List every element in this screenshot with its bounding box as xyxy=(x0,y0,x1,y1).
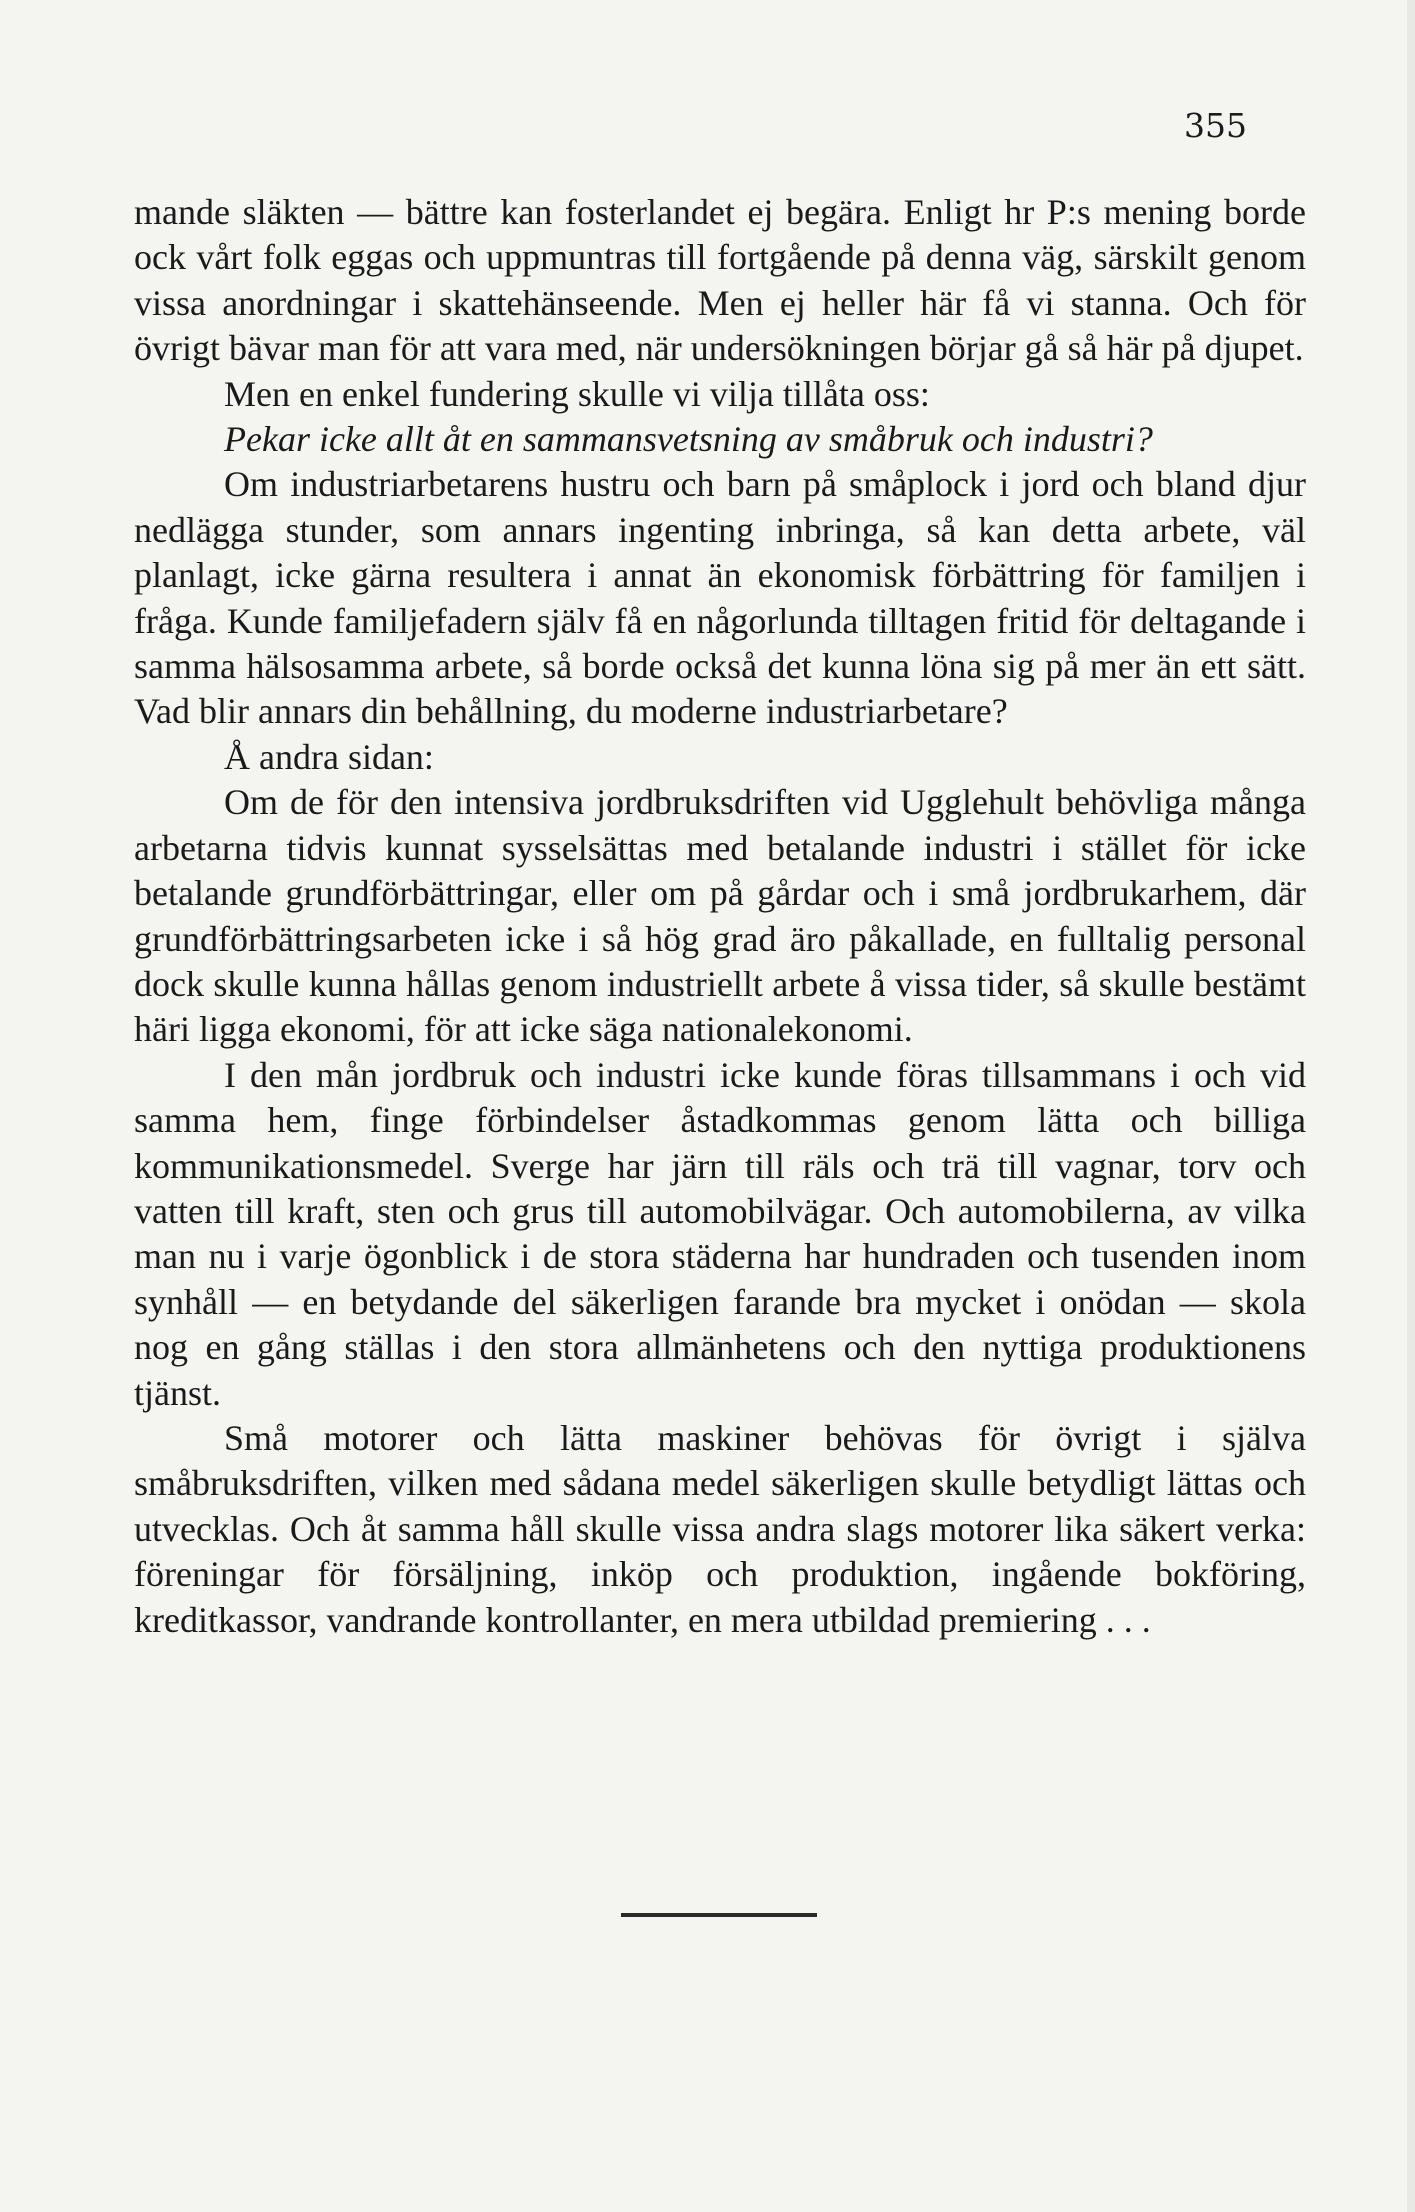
paragraph-3-question: Pekar icke allt åt en sammansvetsning av småbruk och industri? xyxy=(224,419,1153,460)
paragraph-8: Små motorer och lätta maskiner behövas för övrigt i själva småbruksdriften, vilken med sådana medel säkerligen skulle betydligt lättas och utvecklas. Och åt samma håll skulle vissa andra slags motorer lika säkert verka: föreningar för försäljning, inköp och produktion, ingående bokföring, kreditkassor, vandrande kontrollanter, en mera utbildad premiering . . . xyxy=(134,1417,1306,1640)
paragraph-5: Å andra sidan: xyxy=(224,736,434,777)
paragraph-1: mande släkten — bättre kan fosterlandet ej begära. Enligt hr P:s mening borde ock vårt folk eggas och uppmuntras till fortgående på denna väg, särskilt genom vissa anordningar i skattehänseende. Men ej heller här få vi stanna. Och för övrigt bävar man för att vara med, när undersökningen börjar gå så här på djupet. xyxy=(134,192,1306,369)
page-number: 355 xyxy=(1184,106,1247,145)
paragraph-4: Om industriarbetarens hustru och barn på småplock i jord och bland djur nedlägga stunder, som annars ingenting inbringa, så kan detta arbete, väl planlagt, icke gärna resultera i annat än ekonomisk förbättring för familjen i fråga. Kunde familjefadern själv få en någorlunda tilltagen fritid för deltagande i samma hälsosamma arbete, så borde också det kunna löna sig på mer än ett sätt. Vad blir annars din behållning, du moderne industriarbetare? xyxy=(134,464,1306,732)
paragraph-7: I den mån jordbruk och industri icke kunde föras tillsammans i och vid samma hem, finge förbindelser åstadkommas genom lätta och billiga kommunikationsmedel. Sverge har järn till räls och trä till vagnar, torv och vatten till kraft, sten och grus till automobilvägar. Och automobilerna, av vilka man nu i varje ögonblick i de stora städerna har hundraden och tusenden inom synhåll — en betydande del säkerligen farande bra mycket i onödan — skola nog en gång ställas i den stora allmänhetens och den nyttiga produktionens tjänst. xyxy=(134,1054,1306,1413)
paragraph-6: Om de för den intensiva jordbruksdriften vid Ugglehult behövliga många arbetarna tidvis kunnat sysselsättas med betalande industri i stället för icke betalande grundförbättringar, eller om på gårdar och i små jordbrukarhem, där grundförbättringsarbeten icke i så hög grad äro påkallade, en fulltalig personal dock skulle kunna hållas genom industriellt arbete å vissa tider, så skulle bestämt häri ligga ekonomi, för att icke säga nationalekonomi. xyxy=(134,782,1306,1050)
paragraph-2: Men en enkel fundering skulle vi vilja tillåta oss: xyxy=(224,373,930,414)
section-divider-rule xyxy=(621,1913,817,1917)
page-edge-shadow xyxy=(1407,0,1415,2212)
body-text xyxy=(134,190,1306,1643)
